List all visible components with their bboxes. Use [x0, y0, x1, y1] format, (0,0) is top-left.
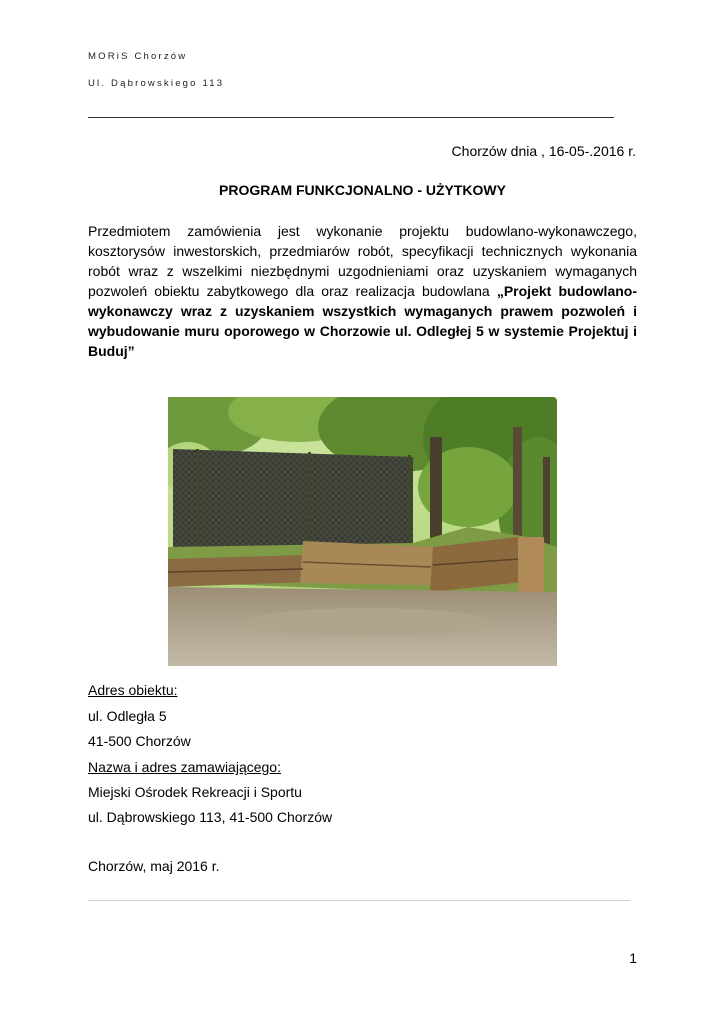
client-label: Nazwa i adres zamawiającego: — [88, 759, 281, 775]
header-rule — [88, 117, 614, 118]
address-line-2: 41-500 Chorzów — [88, 733, 191, 749]
intro-text: Przedmiotem zamówienia jest wykonanie projektu budowlano-wykonawczego, kosztorysów inwestorskich, przedmiarów robót, specyfikacji technicznych wykonania robót wraz z wszelkimi niezbędnymi uzgodnieniami oraz uzyskaniem wymaganych pozwoleń obiektu zabytkowego dla oraz realizacja budowlana — [88, 223, 637, 299]
header-street: Ul. Dąbrowskiego 113 — [88, 78, 225, 89]
site-photo — [168, 397, 557, 666]
document-title: PROGRAM FUNKCJONALNO - UŻYTKOWY — [219, 182, 506, 198]
client-line-1: Miejski Ośrodek Rekreacji i Sportu — [88, 784, 302, 800]
footer-rule — [88, 900, 630, 901]
date-line: Chorzów dnia , 16-05-.2016 r. — [451, 143, 636, 159]
address-line-1: ul. Odległa 5 — [88, 708, 167, 724]
intro-paragraph — [88, 221, 637, 361]
client-line-2: ul. Dąbrowskiego 113, 41-500 Chorzów — [88, 809, 333, 825]
page-number: 1 — [629, 950, 637, 966]
address-label: Adres obiektu: — [88, 682, 178, 698]
intro-project-name: „Projekt budowlano-wykonawczy wraz z uzyskaniem wszystkich wymaganych prawem pozwoleń i wybudowanie muru oporowego w Chorzowie ul. Odległej 5 w systemie Projektuj i Buduj” — [88, 283, 637, 359]
closing-line: Chorzów, maj 2016 r. — [88, 858, 220, 874]
header-org: MORiS Chorzów — [88, 51, 188, 62]
